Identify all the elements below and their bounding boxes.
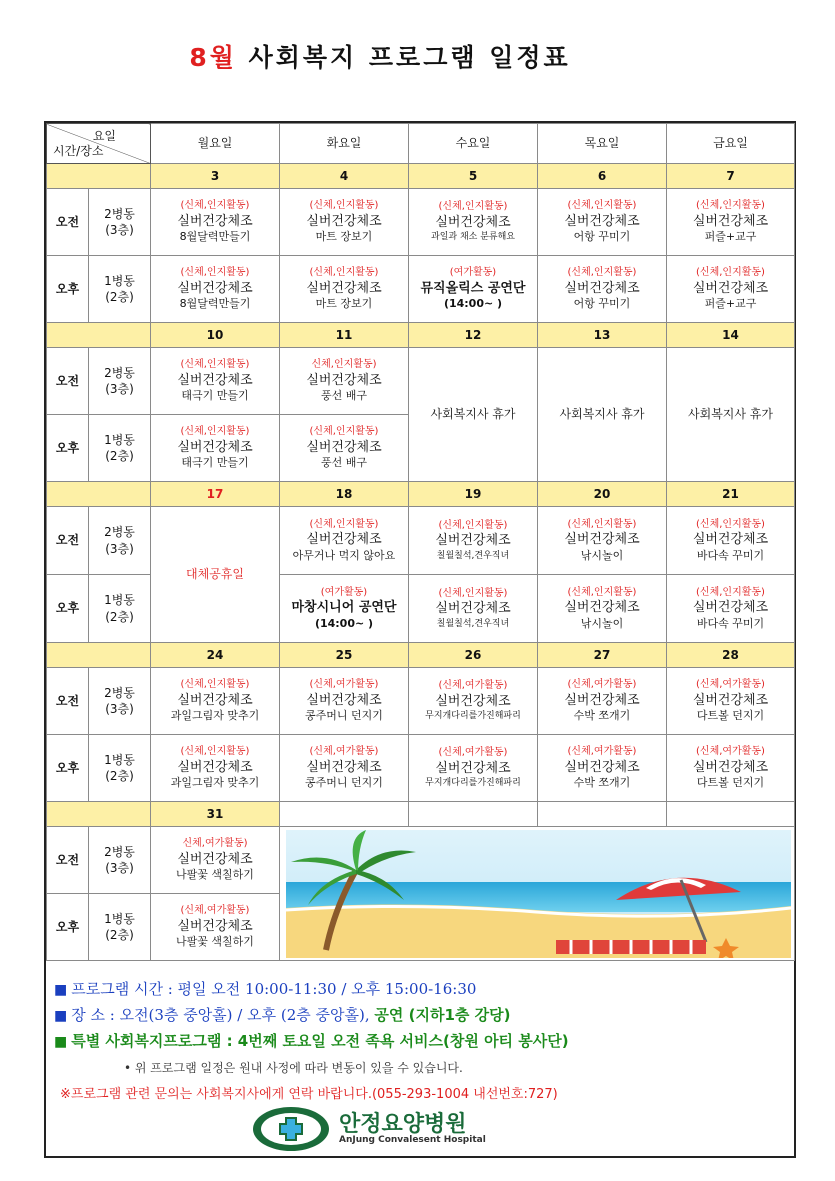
program-category: (신체,인지활동)	[696, 267, 765, 279]
program-cell	[409, 668, 538, 735]
date-cell: 5	[409, 164, 538, 189]
leave-cell: 사회복지사 휴가	[538, 348, 667, 482]
program-name: 실버건강체조	[692, 280, 769, 296]
ward-cell	[89, 735, 151, 802]
program-category: (신체,인지활동)	[180, 359, 250, 371]
date-cell: 18	[280, 482, 409, 507]
program-category: (신체,인지활동)	[696, 518, 765, 530]
program-activity: 과일그림자 맞추기	[170, 776, 260, 790]
program-category: (신체,인지활동)	[438, 201, 508, 213]
program-cell	[409, 575, 538, 643]
program-activity: 칠월칠석,견우직녀	[436, 618, 510, 629]
date-row-spacer	[47, 482, 151, 507]
date-cell: 25	[280, 643, 409, 668]
am-label: 오전	[47, 507, 89, 575]
ward-name: 2병동	[104, 525, 135, 540]
program-category: (신체,인지활동)	[180, 267, 250, 279]
program-activity: 다트볼 던지기	[696, 776, 765, 790]
program-name: 실버건강체조	[692, 213, 769, 229]
ward-floor: (3층)	[105, 223, 134, 237]
ward-name: 2병동	[104, 365, 135, 380]
holiday-cell: 대체공휴일	[151, 507, 280, 643]
special-program-line	[54, 1030, 569, 1051]
special-program-text: 특별 사회복지프로그램 : 4번째 토요일 오전 족욕 서비스(창원 아티 봉사단)	[71, 1032, 569, 1050]
program-time-text: 프로그램 시간 : 평일 오전 10:00-11:30 / 오후 15:00-16:30	[71, 980, 477, 998]
program-category: (신체,인지활동)	[180, 200, 250, 212]
program-category: (신체,인지활동)	[696, 200, 765, 212]
title-text: 사회복지 프로그램 일정표	[248, 43, 571, 72]
date-row	[47, 323, 795, 348]
program-name: 실버건강체조	[177, 372, 253, 388]
program-activity: 마트 장보기	[315, 297, 373, 311]
date-cell: 4	[280, 164, 409, 189]
program-cell	[538, 256, 667, 323]
program-activity: 콩주머니 던지기	[305, 709, 383, 723]
corner-day-label: 요일	[92, 129, 116, 143]
program-name: 실버건강체조	[564, 759, 640, 775]
am-label: 오전	[47, 668, 89, 735]
program-name: 실버건강체조	[306, 692, 382, 708]
program-name: 실버건강체조	[306, 759, 382, 775]
corner-time-label: 시간/장소	[53, 143, 104, 158]
program-activity: 콩주머니 던지기	[305, 776, 383, 790]
program-category: (신체,인지활동)	[180, 426, 250, 438]
day-header: 월요일	[151, 124, 280, 164]
date-cell: 21	[667, 482, 795, 507]
program-name: 실버건강체조	[435, 533, 511, 549]
title-month: 8월	[189, 43, 237, 72]
program-activity: 낚시놀이	[580, 616, 624, 630]
program-activity: 나팔꽃 색칠하기	[176, 935, 254, 949]
program-category: (신체,인지활동)	[309, 426, 379, 438]
ward-cell	[89, 507, 151, 575]
program-name: 실버건강체조	[177, 280, 253, 296]
ward-floor: (3층)	[105, 702, 134, 716]
am-label: 오전	[47, 189, 89, 256]
program-name: 실버건강체조	[564, 532, 640, 548]
program-activity: 태극기 만들기	[181, 456, 249, 470]
corner-cell	[47, 124, 151, 164]
header-row	[47, 124, 795, 164]
program-cell	[409, 507, 538, 575]
program-activity: 태극기 만들기	[181, 389, 249, 403]
program-cell	[409, 189, 538, 256]
performance-time: (14:00~ )	[314, 616, 374, 630]
program-category: (신체,인지활동)	[180, 679, 250, 691]
place-extra-text: 공연 (지하1층 강당)	[374, 1006, 511, 1024]
date-row	[47, 164, 795, 189]
page-title	[0, 38, 760, 74]
program-category: (신체,여가활동)	[438, 680, 508, 692]
ward-cell	[89, 668, 151, 735]
program-cell	[538, 507, 667, 575]
program-category: (신체,인지활동)	[309, 200, 379, 212]
program-activity: 아무거나 먹지 않아요	[292, 548, 396, 562]
performance-name: 뮤직올릭스 공연단	[420, 280, 526, 296]
date-row-spacer	[47, 643, 151, 668]
program-cell	[667, 668, 795, 735]
ward-name: 1병동	[104, 911, 135, 926]
program-name: 실버건강체조	[435, 214, 511, 230]
program-activity: 칠월칠석,견우직녀	[436, 550, 510, 561]
program-name: 실버건강체조	[177, 439, 253, 455]
info-section	[46, 970, 794, 1156]
program-cell	[151, 256, 280, 323]
program-cell	[538, 575, 667, 643]
program-cell	[280, 415, 409, 482]
beach-illustration-cell	[280, 827, 795, 961]
date-cell-holiday: 17	[151, 482, 280, 507]
performance-time: (14:00~ )	[443, 297, 503, 311]
program-activity: 무지개다리를가진해파리	[425, 778, 521, 789]
ward-name: 1병동	[104, 432, 135, 447]
program-name: 실버건강체조	[435, 601, 511, 617]
program-name: 실버건강체조	[692, 532, 769, 548]
performance-name: 마창시니어 공연단	[291, 600, 397, 616]
program-category: (신체,여가활동)	[696, 679, 765, 691]
date-cell: 7	[667, 164, 795, 189]
hospital-logo	[251, 1105, 551, 1153]
program-cell	[409, 256, 538, 323]
program-activity: 마트 장보기	[315, 230, 373, 244]
date-cell: 10	[151, 323, 280, 348]
day-header: 수요일	[409, 124, 538, 164]
program-name: 실버건강체조	[435, 760, 511, 776]
am-row	[47, 827, 795, 894]
date-row	[47, 802, 795, 827]
date-row-spacer	[47, 323, 151, 348]
ward-cell	[89, 575, 151, 643]
ward-floor: (2층)	[105, 609, 134, 624]
date-cell: 3	[151, 164, 280, 189]
hospital-english-name: AnJung Convalesent Hospital	[339, 1135, 486, 1145]
program-category: (신체,인지활동)	[438, 587, 508, 599]
day-header: 화요일	[280, 124, 409, 164]
ward-floor: (2층)	[105, 290, 134, 304]
program-category: (신체,여가활동)	[567, 679, 637, 691]
date-cell: 19	[409, 482, 538, 507]
program-activity: 과일그림자 맞추기	[170, 709, 260, 723]
program-activity: 바다속 꾸미기	[696, 616, 765, 630]
program-cell	[151, 415, 280, 482]
date-cell: 31	[151, 802, 280, 827]
ward-floor: (2층)	[105, 449, 134, 463]
date-row-spacer	[47, 802, 151, 827]
day-header: 목요일	[538, 124, 667, 164]
program-name: 실버건강체조	[564, 692, 640, 708]
ward-floor: (3층)	[105, 541, 134, 556]
date-cell: 11	[280, 323, 409, 348]
program-category: (신체,인지활동)	[309, 518, 379, 530]
program-category: (신체,여가활동)	[438, 747, 508, 759]
date-cell: 27	[538, 643, 667, 668]
program-name: 실버건강체조	[692, 759, 769, 775]
beach-illustration	[286, 830, 791, 958]
ward-cell	[89, 348, 151, 415]
program-name: 실버건강체조	[306, 280, 382, 296]
program-name: 실버건강체조	[306, 439, 382, 455]
ward-cell	[89, 189, 151, 256]
date-cell: 20	[538, 482, 667, 507]
program-cell	[280, 189, 409, 256]
inquiry-note: ※프로그램 관련 문의는 사회복지사에게 연락 바랍니다.(055-293-1004 내선번호:727)	[60, 1087, 558, 1102]
ward-floor: (2층)	[105, 928, 134, 942]
am-label: 오전	[47, 348, 89, 415]
program-cell	[538, 668, 667, 735]
program-name: 실버건강체조	[692, 600, 769, 616]
date-cell: 13	[538, 323, 667, 348]
program-cell	[538, 735, 667, 802]
ward-cell	[89, 415, 151, 482]
program-cell	[667, 507, 795, 575]
date-cell: 14	[667, 323, 795, 348]
ward-cell	[89, 827, 151, 894]
date-cell-empty	[538, 802, 667, 827]
program-cell	[667, 735, 795, 802]
program-name: 실버건강체조	[306, 213, 382, 229]
program-category: (신체,인지활동)	[180, 746, 250, 758]
hospital-emblem-icon	[251, 1105, 331, 1153]
pm-label: 오후	[47, 256, 89, 323]
program-activity: 과일과 채소 분류해요	[431, 232, 515, 243]
program-cell	[667, 256, 795, 323]
ward-floor: (3층)	[105, 382, 134, 396]
program-name: 실버건강체조	[564, 280, 640, 296]
ward-floor: (2층)	[105, 769, 134, 783]
program-activity: 수박 쪼개기	[573, 776, 631, 790]
pm-row	[47, 735, 795, 802]
program-name: 실버건강체조	[177, 213, 253, 229]
program-category: 신체,인지활동)	[311, 359, 377, 371]
ward-name: 2병동	[104, 685, 135, 700]
program-cell	[280, 668, 409, 735]
program-activity: 8월달력만들기	[179, 230, 251, 244]
square-bullet-icon: ■	[54, 1008, 68, 1024]
program-name: 실버건강체조	[177, 851, 253, 867]
program-name: 실버건강체조	[564, 213, 640, 229]
program-category: (신체,여가활동)	[567, 746, 637, 758]
date-cell-empty	[667, 802, 795, 827]
program-activity: 퍼즐+교구	[704, 297, 757, 311]
leave-cell: 사회복지사 휴가	[409, 348, 538, 482]
ward-cell	[89, 894, 151, 961]
date-row	[47, 643, 795, 668]
program-name: 실버건강체조	[177, 692, 253, 708]
ward-name: 1병동	[104, 752, 135, 767]
program-name: 실버건강체조	[692, 692, 769, 708]
program-cell	[151, 348, 280, 415]
program-category: (신체,여가활동)	[309, 746, 379, 758]
am-row	[47, 348, 795, 415]
program-activity: 어항 꾸미기	[573, 230, 631, 244]
square-bullet-icon: ■	[54, 982, 68, 998]
ward-name: 2병동	[104, 844, 135, 859]
program-category: (신체,인지활동)	[438, 519, 508, 531]
pm-label: 오후	[47, 894, 89, 961]
program-cell	[280, 735, 409, 802]
program-category: (신체,여가활동)	[180, 905, 250, 917]
program-cell	[151, 894, 280, 961]
program-cell	[538, 189, 667, 256]
leave-cell: 사회복지사 휴가	[667, 348, 795, 482]
program-activity: 어항 꾸미기	[573, 297, 631, 311]
date-row	[47, 482, 795, 507]
date-cell: 28	[667, 643, 795, 668]
day-header: 금요일	[667, 124, 795, 164]
schedule-note: • 위 프로그램 일정은 원내 사정에 따라 변동이 있을 수 있습니다.	[124, 1061, 463, 1075]
program-activity: 낚시놀이	[580, 548, 624, 562]
program-name: 실버건강체조	[177, 759, 253, 775]
program-cell	[280, 256, 409, 323]
program-activity: 풍선 배구	[320, 389, 367, 403]
beach-towel	[556, 940, 706, 954]
program-category: (여가활동)	[449, 267, 497, 279]
date-cell: 12	[409, 323, 538, 348]
program-cell	[280, 507, 409, 575]
ward-name: 2병동	[104, 206, 135, 221]
program-cell	[151, 189, 280, 256]
program-category: (신체,인지활동)	[567, 267, 637, 279]
program-category: (신체,인지활동)	[567, 586, 637, 598]
program-activity: 바다속 꾸미기	[696, 548, 765, 562]
program-category: (신체,인지활동)	[309, 267, 379, 279]
program-name: 실버건강체조	[177, 918, 253, 934]
program-category: (신체,여가활동)	[696, 746, 765, 758]
program-name: 실버건강체조	[306, 532, 382, 548]
date-cell-empty	[280, 802, 409, 827]
ward-name: 1병동	[104, 593, 135, 608]
date-cell-empty	[409, 802, 538, 827]
am-row	[47, 668, 795, 735]
am-row	[47, 507, 795, 575]
program-category: (여가활동)	[320, 586, 368, 598]
am-label: 오전	[47, 827, 89, 894]
date-cell: 26	[409, 643, 538, 668]
program-activity: 수박 쪼개기	[573, 709, 631, 723]
date-cell: 24	[151, 643, 280, 668]
program-category: (신체,인지활동)	[696, 586, 765, 598]
ward-cell	[89, 256, 151, 323]
program-cell	[151, 668, 280, 735]
program-cell	[280, 348, 409, 415]
place-text: 장 소 : 오전(3층 중앙홀) / 오후 (2층 중앙홀),	[71, 1006, 370, 1024]
schedule-sheet	[44, 121, 796, 1158]
pm-label: 오후	[47, 735, 89, 802]
program-cell	[280, 575, 409, 643]
program-name: 실버건강체조	[564, 600, 640, 616]
program-cell	[151, 735, 280, 802]
place-line	[54, 1004, 510, 1025]
program-cell	[667, 575, 795, 643]
program-activity: 풍선 배구	[320, 456, 367, 470]
program-activity: 8월달력만들기	[179, 297, 251, 311]
schedule-table	[46, 123, 795, 961]
program-name: 실버건강체조	[306, 372, 382, 388]
program-time-line	[54, 978, 476, 999]
program-activity: 무지개다리를가진해파리	[425, 711, 521, 722]
pm-row	[47, 256, 795, 323]
pm-label: 오후	[47, 575, 89, 643]
am-row	[47, 189, 795, 256]
program-activity: 다트볼 던지기	[696, 709, 765, 723]
program-category: (신체,인지활동)	[567, 518, 637, 530]
program-cell	[409, 735, 538, 802]
hospital-name: 안정요양병원	[339, 1112, 467, 1137]
program-activity: 나팔꽃 색칠하기	[176, 868, 254, 882]
date-row-spacer	[47, 164, 151, 189]
program-category: 신체,여가활동)	[182, 838, 248, 850]
program-category: (신체,여가활동)	[309, 679, 379, 691]
ward-floor: (3층)	[105, 861, 134, 875]
program-activity: 퍼즐+교구	[704, 230, 757, 244]
program-name: 실버건강체조	[435, 693, 511, 709]
program-cell	[667, 189, 795, 256]
ward-name: 1병동	[104, 273, 135, 288]
program-category: (신체,인지활동)	[567, 200, 637, 212]
program-cell	[151, 827, 280, 894]
square-bullet-icon: ■	[54, 1034, 68, 1050]
pm-label: 오후	[47, 415, 89, 482]
date-cell: 6	[538, 164, 667, 189]
